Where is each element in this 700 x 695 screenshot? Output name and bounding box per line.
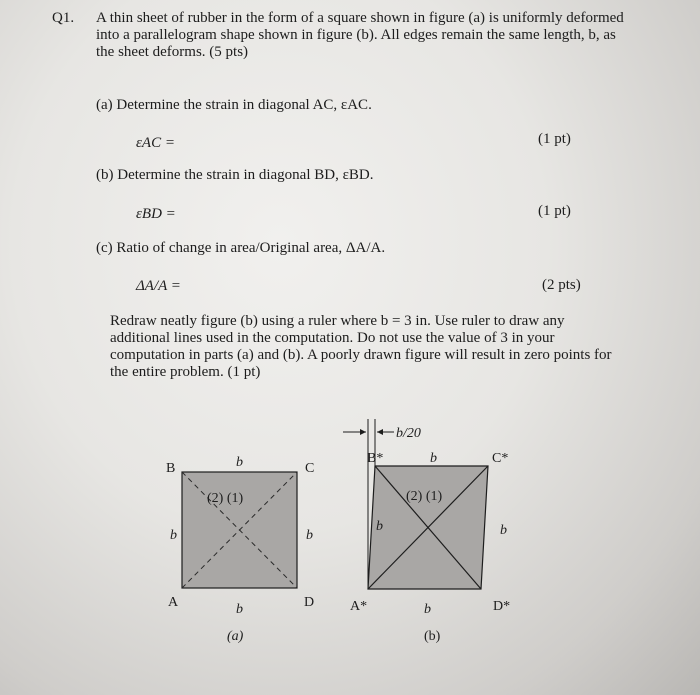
part-c-prompt: (c) Ratio of change in area/Original area, ΔA/A. (96, 240, 386, 256)
figure-a-corner-d: D (304, 595, 315, 610)
redraw-line-2: additional lines used in the computation. Do not use the value of 3 in your (110, 330, 555, 346)
part-c-points: (2 pts) (542, 277, 581, 293)
figure-b-diagonal-labels: (2) (1) (406, 489, 443, 504)
figure-b-corner-b: B* (367, 451, 384, 466)
redraw-line-1: Redraw neatly figure (b) using a ruler where b = 3 in. Use ruler to draw any (110, 313, 565, 329)
figure-a-edge-right: b (306, 528, 313, 543)
figure-b-shift-label: b/20 (396, 426, 421, 441)
figure-b-edge-right: b (500, 523, 507, 538)
figure-b-dim-arrowhead-left (360, 429, 366, 435)
figure-a-diagonal-labels: (2) (1) (207, 491, 244, 506)
figure-b-edge-left: b (376, 519, 383, 534)
figure-b-edge-bottom: b (424, 602, 431, 617)
part-a-answer-label: εAC = (136, 135, 175, 151)
part-b-answer-label: εBD = (136, 206, 176, 222)
figure-b-dim-arrowhead-right (377, 429, 383, 435)
question-line-1: A thin sheet of rubber in the form of a square shown in figure (a) is uniformly deformed (96, 10, 624, 26)
figure-a-edge-bottom: b (236, 602, 243, 617)
figure-b-edge-top: b (430, 451, 437, 466)
redraw-line-4: the entire problem. (1 pt) (110, 364, 261, 380)
figure-b-corner-d: D* (493, 599, 511, 614)
figure-a-caption: (a) (227, 629, 244, 644)
figure-b-corner-c: C* (492, 451, 509, 466)
figure-a-edge-top: b (236, 455, 243, 470)
figure-a-corner-a: A (168, 595, 179, 610)
part-c-answer-label: ΔA/A = (136, 278, 181, 294)
question-line-3: the sheet deforms. (5 pts) (96, 44, 249, 60)
redraw-line-3: computation in parts (a) and (b). A poorly drawn figure will result in zero points for (110, 347, 612, 363)
figure-a-corner-c: C (305, 461, 315, 476)
figure-a (166, 455, 314, 644)
figure-b (343, 419, 510, 644)
part-b-points: (1 pt) (538, 203, 571, 219)
figure-b-caption: (b) (424, 629, 441, 644)
figure-a-corner-b: B (166, 461, 176, 476)
question-line-2: into a parallelogram shape shown in figure (b). All edges remain the same length, b, as (96, 27, 616, 43)
part-a-prompt: (a) Determine the strain in diagonal AC, εAC. (96, 97, 372, 113)
question-number: Q1. (52, 10, 75, 26)
part-b-prompt: (b) Determine the strain in diagonal BD, εBD. (96, 167, 374, 183)
part-a-points: (1 pt) (538, 131, 571, 147)
figure-b-corner-a: A* (350, 599, 368, 614)
figure-a-edge-left: b (170, 528, 177, 543)
